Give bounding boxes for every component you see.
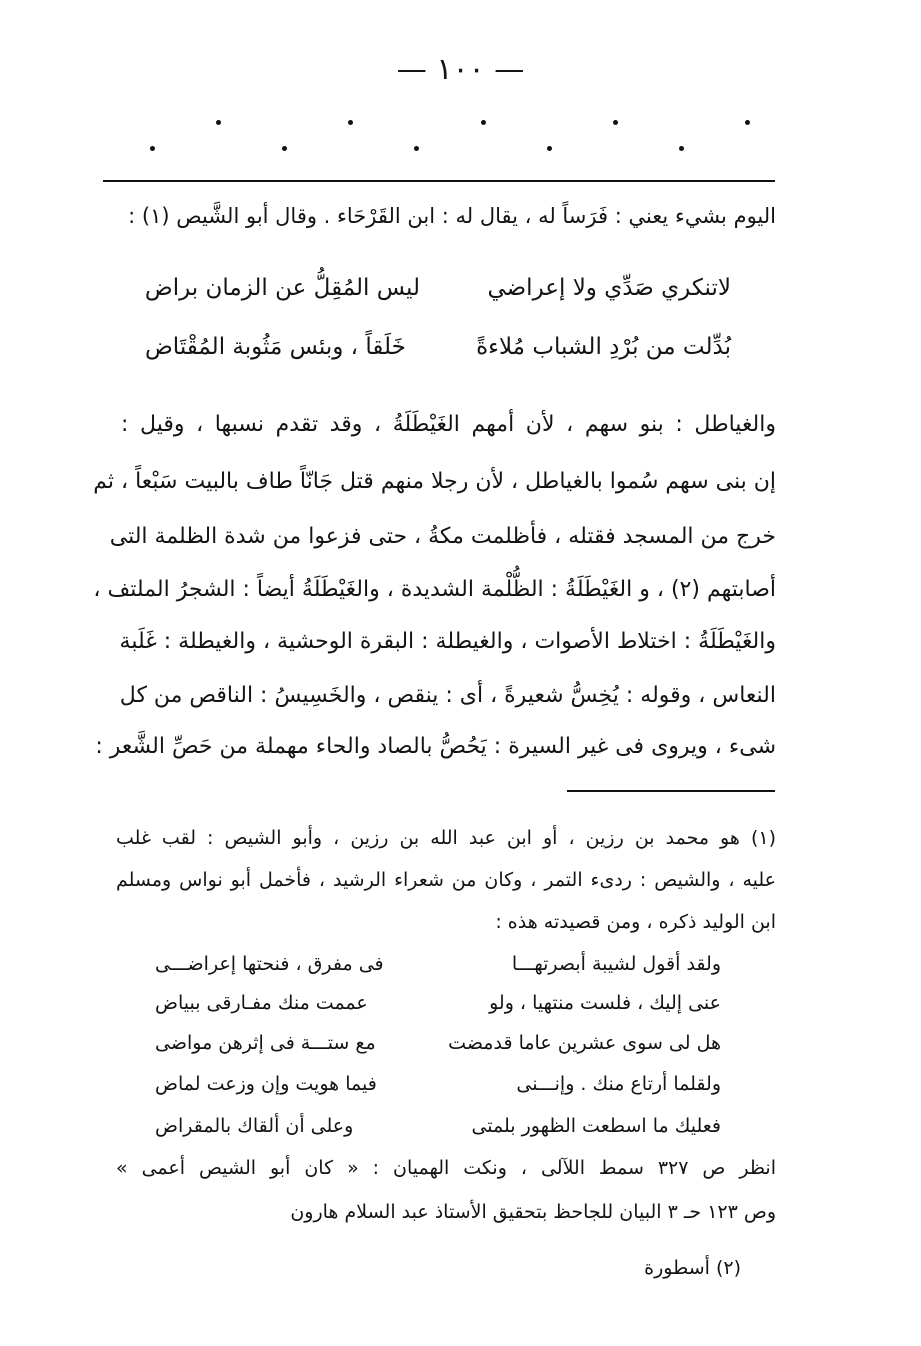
footnote-rule (567, 790, 775, 792)
ornament-dot (414, 146, 419, 151)
paragraph-line: النعاس ، وقوله : يُخِسُّ شعيرةً ، أى : ينقص ، والخَسِيسُ : الناقص من كل (119, 683, 776, 708)
page-number: — ١٠٠ — (396, 52, 525, 87)
footnote-hemistich-right: ولقلما أرتاع منك . وإنـــنى (516, 1073, 721, 1095)
ornament-dot (216, 120, 221, 125)
footnote-reference: وص ١٢٣ حـ ٣ البيان للجاحظ بتحقيق الأستاذ عبد السلام هارون (290, 1201, 776, 1223)
ornament-dot (547, 146, 552, 151)
paragraph-line: شىء ، ويروى فى غير السيرة : يَحُصُّ بالصاد والحاء مهملة من حَصِّ الشَّعر : (95, 734, 776, 759)
ornament-dot (481, 120, 486, 125)
ornament-dots (150, 120, 750, 151)
poem-hemistich-left: خَلَقاً ، وبئس مَثُوبة المُقْتَاض (145, 334, 406, 360)
footnote-line: (١) هو محمد بن رزين ، أو ابن عبد الله بن رزين ، وأبو الشيص : لقب غلب (116, 827, 776, 849)
ornament-dot (613, 120, 618, 125)
footnote-hemistich-right: فعليك ما اسطعت الظهور بلمتى (471, 1115, 721, 1137)
ornament-dot (745, 120, 750, 125)
footnote-hemistich-right: ولقد أقول لشيبة أبصرتهـــا (511, 953, 721, 975)
footnote-hemistich-right: عنى إليك ، فلست منتهيا ، ولو (489, 992, 721, 1014)
poem-hemistich-right: بُدِّلت من بُرْدِ الشباب مُلاءةً (476, 334, 731, 360)
footnote-hemistich-left: فى مفرق ، فنحتها إعراضـــى (155, 953, 384, 975)
ornament-dot (150, 146, 155, 151)
footnote-line: ابن الوليد ذكره ، ومن قصيدته هذه : (495, 911, 776, 933)
footnote-hemistich-right: هل لى سوى عشرين عاما قدمضت (448, 1032, 721, 1054)
paragraph-line: إن بنى سهم سُموا بالغياطل ، لأن رجلا منهم قتل جَانّاً طاف بالبيت سَبْعاً ، ثم (93, 469, 776, 494)
footnote-hemistich-left: وعلى أن ألقاك بالمقراض (155, 1115, 354, 1137)
footnote-line: عليه ، والشيص : ردىء التمر ، وكان من شعراء الرشيد ، فأخمل أبو نواس ومسلم (116, 869, 776, 891)
footnote-hemistich-left: فيما هويت وإن وزعت لماض (155, 1073, 377, 1095)
intro-line: اليوم بشيء يعني : فَرَساً له ، يقال له : ابن القَرْحَاء . وقال أبو الشَّيص (١) : (128, 204, 776, 228)
paragraph-line: أصابتهم (٢) ، و الغَيْطَلَةُ : الظُّلْمة الشديدة ، والغَيْطَلَةُ أيضاً : الشجرُ الملتف ، (93, 577, 776, 602)
paragraph-line: والغياطل : بنو سهم ، لأن أمهم الغَيْطَلَةُ ، وقد تقدم نسبها ، وقيل : (121, 412, 776, 437)
paragraph-line: والغَيْطَلَةُ : اختلاط الأصوات ، والغيطلة : البقرة الوحشية ، والغيطلة : غَلَبة (119, 629, 776, 654)
ornament-dot (348, 120, 353, 125)
paragraph-line: خرج من المسجد فقتله ، فأظلمت مكةُ ، حتى فزعوا من شدة الظلمة التى (109, 524, 776, 549)
ornament-dot (679, 146, 684, 151)
footnote-2: (٢) أسطورة (644, 1257, 741, 1279)
footnote-reference: انظر ص ٣٢٧ سمط اللآلى ، ونكت الهميان : « كان أبو الشيص أعمى » (116, 1157, 777, 1179)
footnote-hemistich-left: عممت منك مفـارقى ببياض (155, 992, 368, 1014)
header-rule (103, 180, 775, 182)
poem-hemistich-right: لاتنكري صَدِّي ولا إعراضي (487, 275, 731, 301)
poem-hemistich-left: ليس المُقِلُّ عن الزمان براض (144, 275, 420, 301)
footnote-hemistich-left: مع ستـــة فى إثرهن مواضى (155, 1032, 376, 1054)
ornament-dot (282, 146, 287, 151)
